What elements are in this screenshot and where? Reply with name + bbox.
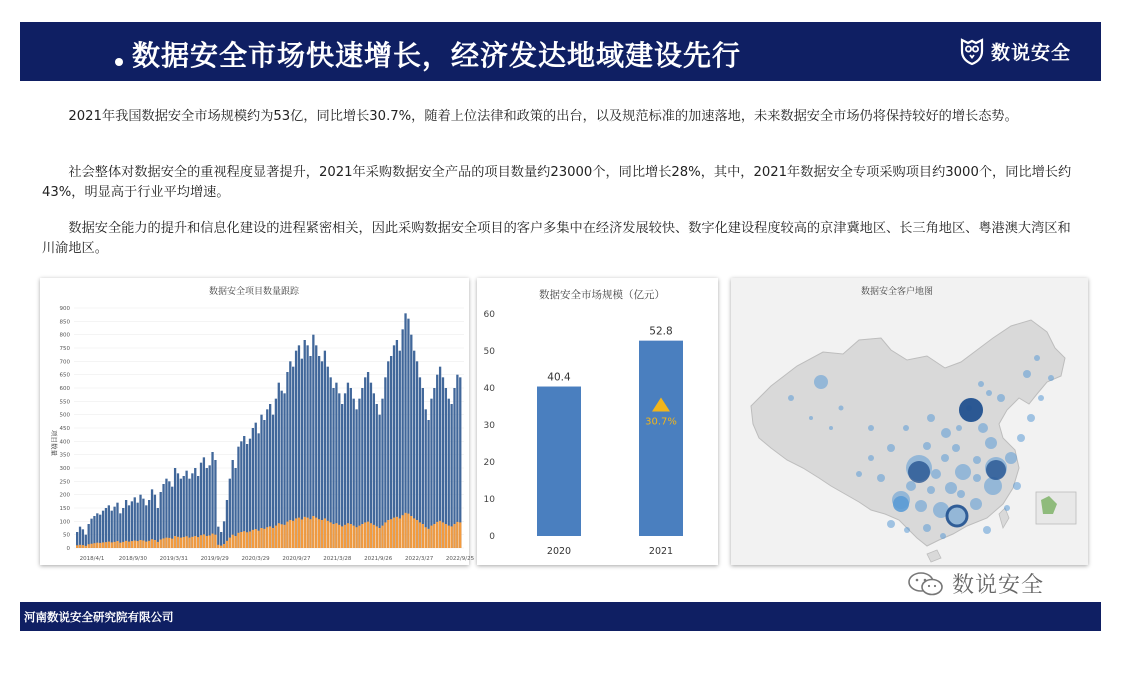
chart1-bar-secondary: [396, 517, 398, 548]
chart2-x-tick: 2020: [546, 546, 572, 557]
chart1-bar-secondary: [278, 523, 280, 548]
chart2-title: 数据安全市场规模（亿元）: [539, 289, 665, 301]
customer-bubble: [788, 395, 794, 401]
customer-bubble: [904, 527, 910, 533]
watermark-text: 数说安全: [952, 573, 1045, 598]
chart1-bar-secondary: [99, 543, 101, 548]
chart1-bar-secondary: [93, 543, 95, 548]
chart1-bar-secondary: [197, 537, 199, 548]
chart1-bar-secondary: [116, 541, 118, 548]
chart1-bar-secondary: [378, 528, 380, 548]
market-size-chart: [477, 278, 718, 565]
chart1-bar-secondary: [289, 520, 291, 548]
chart1-bar-secondary: [108, 542, 110, 548]
chart1-bar-secondary: [177, 537, 179, 548]
customer-bubble: [957, 490, 965, 498]
chart1-bar-secondary: [269, 526, 271, 548]
chart1-bar-secondary: [96, 543, 98, 548]
customer-bubble: [927, 414, 935, 422]
chart1-bar-secondary: [105, 542, 107, 548]
chart1-y-tick: 50: [63, 532, 70, 539]
chart1-bar: [306, 345, 308, 548]
customer-bubble: [1013, 482, 1021, 490]
customer-bubble-large: [959, 398, 983, 422]
chart1-bar-secondary: [157, 542, 159, 548]
chart1-bar-secondary: [209, 535, 211, 548]
chart1-bar-secondary: [281, 524, 283, 548]
chart1-bar-secondary: [191, 537, 193, 548]
chart1-bar-secondary: [111, 542, 113, 548]
chart1-bar: [180, 479, 182, 548]
customer-bubble: [1004, 505, 1010, 511]
chart1-bar-secondary: [168, 538, 170, 548]
customer-bubble: [868, 425, 874, 431]
chart1-bar: [188, 479, 190, 548]
chart1-bar: [338, 393, 340, 548]
chart1-bar-secondary: [422, 524, 424, 548]
chart1-bar-secondary: [125, 541, 127, 548]
chart1-bar-secondary: [416, 520, 418, 548]
wechat-watermark: [906, 568, 1044, 599]
chart1-x-tick: 2022/9/25: [445, 556, 475, 562]
chart1-bar-secondary: [295, 518, 297, 548]
customer-bubble-large: [986, 460, 1006, 480]
customer-bubble: [986, 390, 992, 396]
chart1-bar-secondary: [134, 541, 136, 548]
chart1-bar-secondary: [185, 536, 187, 548]
chart1-bar-secondary: [237, 533, 239, 548]
chart1-bar-secondary: [79, 545, 81, 548]
chart1-bar: [229, 479, 231, 548]
customer-bubble: [814, 375, 828, 389]
chart1-bar-secondary: [335, 523, 337, 548]
chart1-bar-secondary: [174, 536, 176, 548]
chart1-bar-secondary: [353, 526, 355, 548]
chart1-y-tick: 400: [59, 439, 70, 446]
chart1-bar-secondary: [433, 524, 435, 548]
chart1-bar-secondary: [439, 521, 441, 548]
chart1-bar-secondary: [165, 538, 167, 548]
chart1-bar-secondary: [122, 542, 124, 548]
chart1-bar: [113, 507, 115, 548]
chart1-bar-secondary: [246, 532, 248, 548]
chart1-y-tick: 300: [59, 466, 70, 472]
chart1-bar-secondary: [226, 541, 228, 548]
chart1-bar-secondary: [312, 516, 314, 548]
chart2-y-tick: 20: [483, 458, 495, 468]
chart1-y-tick: 250: [59, 479, 70, 486]
customer-bubble: [809, 416, 813, 420]
project-count-chart: [40, 278, 475, 565]
chart1-bar-secondary: [260, 528, 262, 548]
chart1-bar: [263, 420, 265, 548]
chart1-bar-secondary: [148, 541, 150, 548]
chart1-bar-secondary: [142, 541, 144, 548]
chart1-bar-secondary: [257, 531, 259, 548]
chart1-bar: [353, 399, 355, 548]
chart1-y-tick: 600: [59, 386, 70, 392]
chart1-x-tick: 2019/9/29: [200, 556, 229, 562]
chart1-bar-secondary: [252, 530, 254, 548]
customer-bubble: [915, 500, 927, 512]
chart1-bar-secondary: [321, 520, 323, 548]
chart1-ylabel: 项目数量: [50, 430, 58, 456]
customer-bubble: [973, 474, 981, 482]
chart1-bar: [134, 497, 136, 548]
paragraph-market-size: 2021年我国数据安全市场规模约为53亿，同比增长30.7%，随着上位法律和政策的出台，以及规范标准的加速落地，未来数据安全市场仍将保持较好的增长态势。: [68, 109, 1018, 124]
customer-bubble: [856, 471, 862, 477]
chart1-bar-secondary: [350, 524, 352, 548]
chart1-bar: [131, 501, 133, 548]
chart1-bar-secondary: [119, 543, 121, 548]
customer-bubble: [829, 426, 833, 430]
customer-bubble: [973, 456, 981, 464]
chart1-bar-secondary: [85, 546, 87, 548]
chart1-bar-secondary: [413, 518, 415, 548]
chart1-bar: [427, 420, 429, 548]
chart1-bar-secondary: [456, 522, 458, 548]
chart1-bar-secondary: [381, 526, 383, 548]
chart2-x-tick: 2021: [648, 546, 674, 557]
chart1-bar-secondary: [206, 536, 208, 548]
chart1-bar-secondary: [367, 522, 369, 548]
chart1-y-tick: 150: [59, 506, 70, 512]
customer-bubble: [868, 455, 874, 461]
customer-bubble: [923, 442, 931, 450]
chart1-bar-secondary: [232, 535, 234, 548]
chart1-bar-secondary: [220, 546, 222, 548]
chart1-y-tick: 850: [59, 319, 70, 326]
chart1-bar-secondary: [430, 526, 432, 548]
chart1-bar-secondary: [82, 545, 84, 548]
china-map-shape: [751, 320, 1065, 546]
chart1-bar-secondary: [306, 518, 308, 548]
customer-map: [731, 278, 1088, 565]
chart1-bar-secondary: [240, 532, 242, 548]
chart1-bar: [237, 447, 239, 548]
chart2-data-label: 40.4: [547, 371, 571, 384]
south-china-sea-inset: [1036, 492, 1076, 524]
chart1-y-tick: 350: [59, 452, 70, 459]
customer-bubble-large: [908, 461, 930, 483]
chart1-bar: [404, 313, 406, 548]
customer-bubble: [970, 498, 982, 510]
chart1-title: 数据安全项目数量跟踪: [208, 287, 300, 297]
chart1-bar-secondary: [399, 518, 401, 548]
chart1-bar: [211, 452, 213, 548]
chart1-y-tick: 700: [59, 359, 70, 366]
chart2-y-tick: 50: [483, 347, 495, 357]
paragraph-regions: 数据安全能力的提升和信息化建设的进程紧密相关，因此采购数据安全项目的客户多集中在经济发展较快、数字化建设程度较高的京津冀地区、长三角地区、粤港澳大湾区和川渝地区。: [42, 221, 1071, 256]
wechat-icon: [906, 571, 946, 597]
chart1-bar: [165, 479, 167, 548]
taiwan-shape: [999, 508, 1009, 528]
chart1-x-tick: 2018/9/30: [118, 556, 147, 562]
customer-bubble: [903, 425, 909, 431]
customer-bubble: [941, 428, 951, 438]
chart1-bar-secondary: [229, 538, 231, 548]
chart1-y-tick: 800: [59, 332, 70, 339]
chart1-x-tick: 2020/9/27: [282, 556, 311, 562]
chart1-bar-secondary: [243, 531, 245, 548]
logo-text: 数说安全: [990, 41, 1071, 64]
title-bullet: [115, 58, 123, 66]
chart1-bar-secondary: [255, 529, 257, 548]
customer-bubble: [983, 526, 991, 534]
chart1-y-tick: 550: [59, 399, 70, 406]
chart1-bar: [439, 367, 441, 548]
customer-map-panel: [731, 278, 1088, 565]
customer-bubble: [945, 482, 957, 494]
chart1-bar: [373, 393, 375, 548]
chart1-x-tick: 2020/3/29: [241, 556, 270, 562]
chart1-bar: [396, 340, 398, 548]
chart1-bar: [220, 532, 222, 548]
chart1-bar-secondary: [90, 544, 92, 548]
chart1-x-tick: 2019/3/31: [159, 556, 188, 562]
customer-bubble: [1023, 370, 1031, 378]
chart1-bar-secondary: [266, 527, 268, 548]
chart1-bar: [90, 519, 92, 548]
chart1-bar-secondary: [404, 513, 406, 548]
chart1-bar-secondary: [139, 540, 141, 548]
chart1-bar: [145, 505, 147, 548]
chart1-bar-secondary: [453, 524, 455, 548]
chart1-bar-secondary: [332, 524, 334, 548]
chart1-bar-secondary: [384, 522, 386, 548]
customer-bubble: [1005, 452, 1017, 464]
chart1-bar-secondary: [160, 539, 162, 548]
chart1-y-tick: 500: [59, 412, 70, 419]
chart1-bar-secondary: [361, 524, 363, 548]
chart1-bar-secondary: [358, 526, 360, 548]
chart1-bar: [286, 372, 288, 548]
hainan-shape: [927, 550, 941, 562]
chart1-bar-secondary: [275, 526, 277, 548]
customer-bubble: [1034, 355, 1040, 361]
customer-bubble: [887, 520, 895, 528]
chart1-bar-secondary: [194, 536, 196, 548]
chart1-bar-secondary: [355, 527, 357, 548]
chart1-bar-secondary: [442, 522, 444, 548]
chart1-bar: [327, 367, 329, 548]
chart1-bar-secondary: [373, 525, 375, 548]
project-count-chart-panel: [40, 278, 475, 565]
chart1-bar-secondary: [272, 528, 274, 548]
brand-logo: [959, 36, 1071, 66]
chart1-bar-secondary: [128, 542, 130, 548]
chart1-bar-secondary: [136, 541, 138, 548]
chart1-bar: [430, 399, 432, 548]
chart1-bar: [344, 393, 346, 548]
chart1-bar-secondary: [292, 521, 294, 548]
chart2-y-tick: 30: [483, 421, 495, 431]
chart1-bar-secondary: [304, 517, 306, 548]
chart1-bar-secondary: [113, 542, 115, 548]
chart1-y-tick: 450: [59, 426, 70, 432]
customer-bubble: [923, 524, 931, 532]
chart1-bar-secondary: [344, 525, 346, 548]
chart1-bar-secondary: [450, 526, 452, 548]
customer-bubble: [956, 425, 962, 431]
customer-bubble: [1027, 414, 1035, 422]
customer-bubble: [978, 423, 988, 433]
customer-bubble: [955, 464, 971, 480]
footer-bar: [20, 602, 1101, 631]
chart2-growth-label: 30.7%: [645, 416, 677, 428]
chart1-bar-secondary: [301, 519, 303, 548]
chart1-bar: [128, 505, 130, 548]
chart1-bar-secondary: [211, 534, 213, 548]
chart1-bar-secondary: [131, 541, 133, 548]
chart1-bar-secondary: [151, 539, 153, 548]
chart1-x-tick: 2021/9/26: [364, 556, 393, 562]
chart1-bar-secondary: [214, 535, 216, 548]
chart1-bar: [304, 340, 306, 548]
chart1-bar-secondary: [338, 525, 340, 548]
customer-bubble: [893, 496, 909, 512]
customer-bubble: [906, 481, 916, 491]
chart1-bar-secondary: [283, 525, 285, 548]
chart1-bar-secondary: [188, 538, 190, 548]
chart1-bar-secondary: [425, 527, 427, 548]
chart1-bar-secondary: [145, 542, 147, 548]
customer-bubble: [927, 486, 935, 494]
chart1-bar-secondary: [76, 545, 78, 548]
chart1-bar-secondary: [217, 545, 219, 548]
customer-bubble: [978, 381, 984, 387]
chart1-bar: [367, 372, 369, 548]
chart1-bar: [448, 399, 450, 548]
chart1-bar-secondary: [445, 524, 447, 548]
chart1-bar-secondary: [327, 521, 329, 548]
chart1-bar-secondary: [329, 522, 331, 548]
chart2-y-tick: 60: [483, 310, 495, 320]
customer-bubble: [984, 477, 1002, 495]
market-size-chart-panel: [477, 278, 718, 565]
chart1-bar-secondary: [286, 522, 288, 548]
chart1-bar-secondary: [200, 535, 202, 548]
customer-bubble: [985, 437, 997, 449]
chart1-bar-secondary: [324, 518, 326, 548]
chart1-bar-secondary: [402, 515, 404, 548]
chart1-y-tick: 100: [59, 519, 70, 526]
customer-bubble: [940, 533, 946, 539]
chart1-bar-secondary: [376, 526, 378, 548]
chart1-bar-secondary: [347, 523, 349, 548]
chart1-bar-secondary: [364, 522, 366, 548]
chart1-bar-secondary: [410, 516, 412, 548]
chart1-bar-secondary: [315, 518, 317, 548]
chart1-bar: [407, 319, 409, 548]
chart1-bar-secondary: [183, 537, 185, 548]
chart1-bar: [315, 345, 317, 548]
chart1-bar-secondary: [203, 534, 205, 548]
chart1-bar: [393, 345, 395, 548]
chart1-bar-secondary: [387, 520, 389, 548]
chart1-y-tick: 750: [59, 346, 70, 352]
chart1-bar: [298, 345, 300, 548]
chart1-bar-secondary: [309, 519, 311, 548]
chart1-bar-secondary: [448, 526, 450, 548]
chart1-bar: [275, 399, 277, 548]
customer-bubble: [1048, 375, 1054, 381]
chart1-bar-secondary: [436, 522, 438, 548]
chart1-bar-secondary: [407, 514, 409, 548]
chart1-bar: [283, 393, 285, 548]
chart1-bar-secondary: [154, 540, 156, 548]
customer-bubble: [941, 454, 949, 462]
customer-bubble: [997, 394, 1005, 402]
chart2-y-tick: 40: [483, 384, 495, 394]
chart1-y-tick: 650: [59, 372, 70, 379]
chart1-bar-secondary: [234, 536, 236, 548]
chart1-y-tick: 900: [59, 306, 70, 312]
chart1-bar-secondary: [318, 519, 320, 548]
customer-bubble: [839, 406, 844, 411]
customer-bubble: [1038, 395, 1044, 401]
customer-bubble: [887, 444, 895, 452]
page-title: 数据安全市场快速增长，经济发达地域建设先行: [132, 39, 742, 72]
chart2-y-tick: 10: [483, 495, 495, 505]
chart1-bar-secondary: [419, 522, 421, 548]
chart1-bar: [381, 399, 383, 548]
owl-shield-icon: [959, 37, 985, 65]
chart1-x-tick: 2021/3/28: [323, 556, 352, 562]
map-title: 数据安全客户地图: [860, 287, 934, 297]
customer-bubble: [877, 474, 885, 482]
chart1-bar-secondary: [102, 542, 104, 548]
chart1-bar-secondary: [223, 544, 225, 548]
chart1-bar-secondary: [390, 519, 392, 548]
chart1-bar-secondary: [162, 538, 164, 548]
chart2-y-tick: 0: [489, 532, 495, 542]
chart1-y-tick: 0: [66, 546, 70, 552]
title-bar: [20, 22, 1101, 81]
chart1-bar: [358, 399, 360, 548]
customer-bubble: [1017, 434, 1025, 442]
chart2-data-label: 52.8: [649, 325, 673, 338]
paragraph-procurement: 社会整体对数据安全的重视程度显著提升，2021年采购数据安全产品的项目数量约23000个，同比增长28%，其中，2021年数据安全专项采购项目约3000个，同比增长约43%，明显高于行业平均增速。: [42, 165, 1072, 200]
chart1-bar-secondary: [427, 529, 429, 548]
customer-bubble: [952, 444, 960, 452]
chart1-bar: [292, 367, 294, 548]
chart1-bar-secondary: [249, 531, 251, 548]
chart1-bar: [105, 508, 107, 548]
chart1-bar-secondary: [88, 544, 90, 548]
footer-company: 河南数说安全研究院有限公司: [24, 610, 174, 624]
chart1-bar: [108, 505, 110, 548]
chart2-bar: [537, 387, 581, 536]
chart1-bar-secondary: [171, 539, 173, 548]
chart1-bar-secondary: [370, 523, 372, 548]
chart1-x-tick: 2022/3/27: [405, 556, 434, 562]
chart1-bar-secondary: [393, 518, 395, 548]
chart1-bar-secondary: [459, 522, 461, 548]
customer-bubble: [931, 469, 941, 479]
chart1-bar-secondary: [341, 526, 343, 548]
chart1-bar-secondary: [263, 529, 265, 548]
chart1-y-tick: 200: [59, 492, 70, 499]
chart1-x-tick: 2018/4/1: [79, 556, 105, 562]
chart2-bar: [639, 341, 683, 536]
chart1-bar-secondary: [180, 538, 182, 548]
chart1-bar-secondary: [298, 518, 300, 548]
